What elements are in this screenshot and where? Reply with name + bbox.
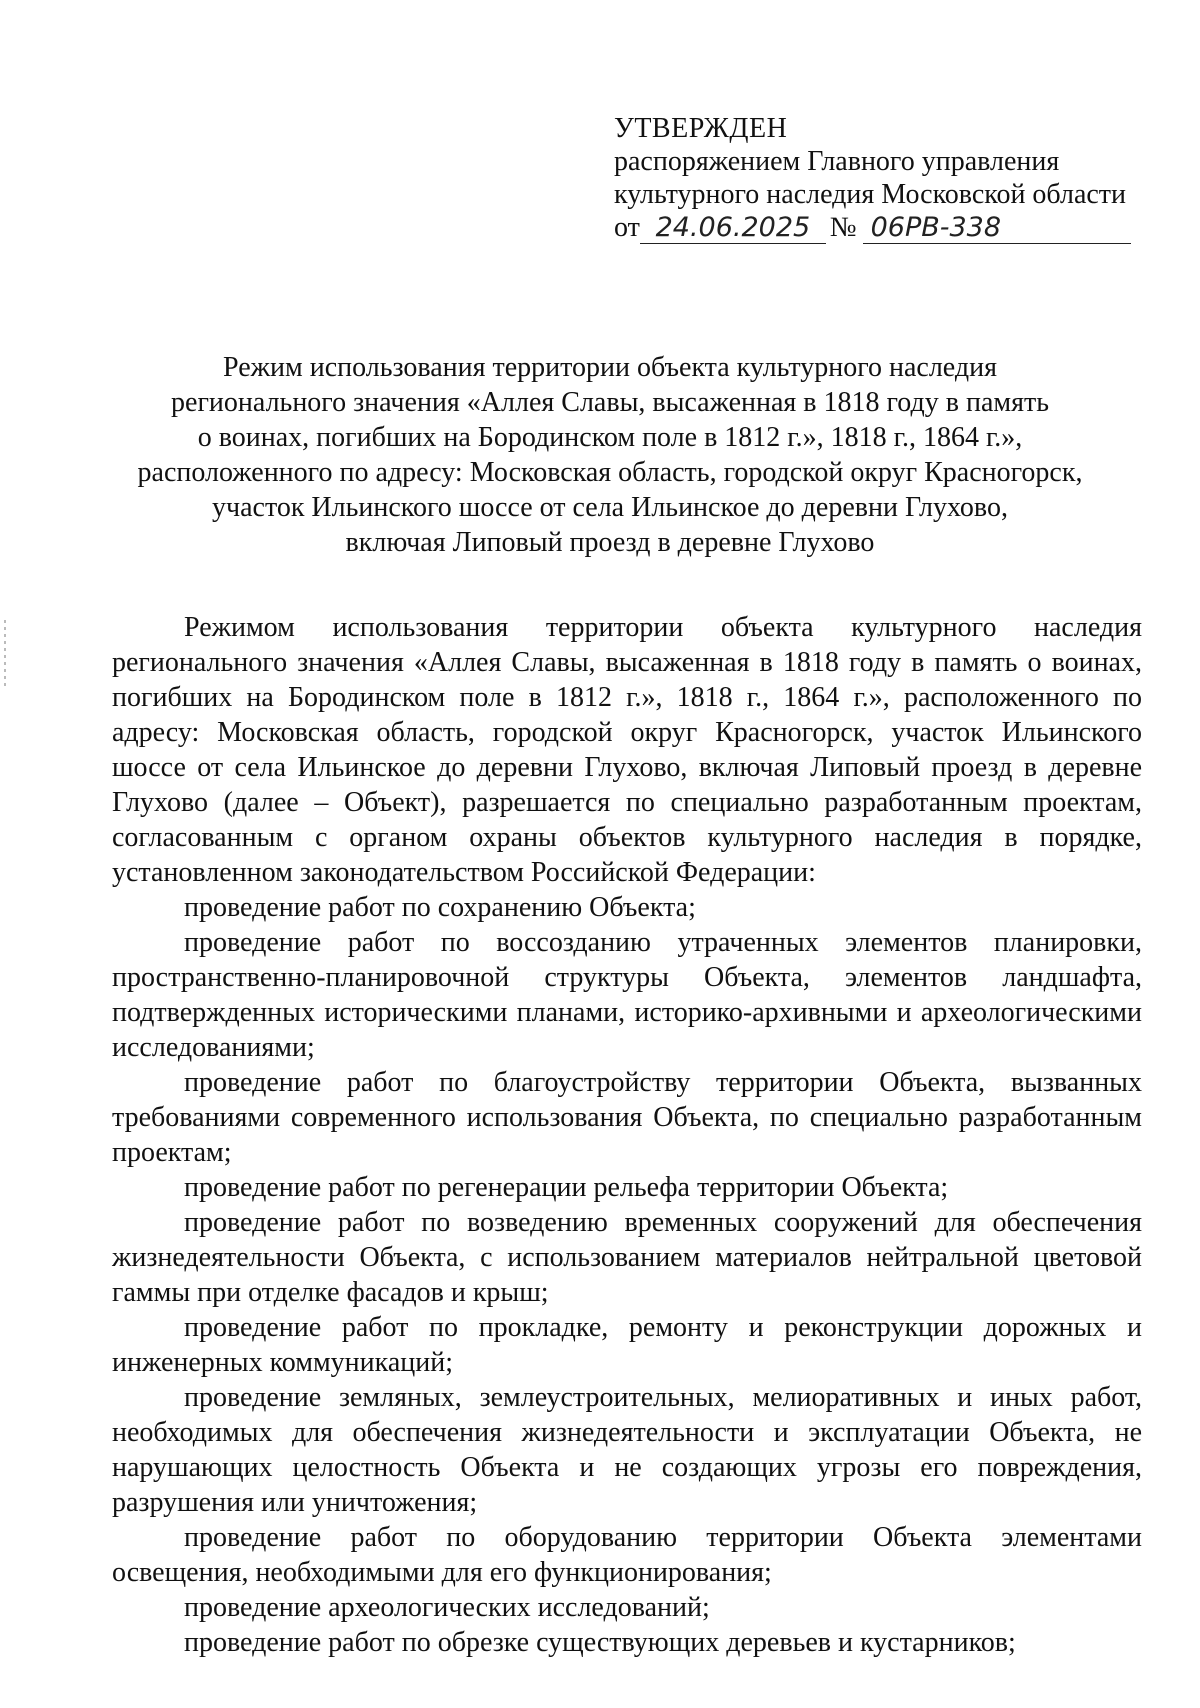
list-item: проведение работ по воссозданию утраченных элементов планировки, пространственно-планировочной структуры Объекта, элементов ландшафта, подтвержденных историческими планами, историко-архивными и археологическими исследованиями; xyxy=(112,927,1142,1063)
list-item: проведение работ по прокладке, ремонту и реконструкции дорожных и инженерных коммуникаций; xyxy=(112,1312,1142,1378)
handwritten-date: 24.06.2025 xyxy=(640,213,826,244)
date-prefix: от xyxy=(614,212,640,243)
list-item: проведение работ по возведению временных сооружений для обеспечения жизнедеятельности Объекта, с использованием материалов нейтральной цветовой гаммы при отделке фасадов и крыш; xyxy=(112,1207,1142,1308)
handwritten-number: 06РВ-338 xyxy=(863,213,1131,244)
title-line: Режим использования территории объекта культурного наследия xyxy=(223,352,997,383)
approval-heading: УТВЕРЖДЕН xyxy=(614,113,788,144)
list-item: проведение работ по регенерации рельефа территории Объекта; xyxy=(184,1172,949,1203)
list-item: проведение археологических исследований; xyxy=(184,1592,710,1623)
document-body xyxy=(112,610,1142,1660)
scan-margin-mark xyxy=(4,620,6,686)
list-item: проведение работ по оборудованию территории Объекта элементами освещения, необходимыми для его функционирования; xyxy=(112,1522,1142,1588)
list-item: проведение работ по благоустройству территории Объекта, вызванных требованиями современного использования Объекта, по специально разработанным проектам; xyxy=(112,1067,1142,1168)
title-line: включая Липовый проезд в деревне Глухово xyxy=(345,527,875,558)
number-prefix: № xyxy=(829,212,857,243)
list-item: проведение земляных, землеустроительных, мелиоративных и иных работ, необходимых для обеспечения жизнедеятельности и эксплуатации Объекта, не нарушающих целостность Объекта и не создающих угрозы его повреждения, разрушения или уничтожения; xyxy=(112,1382,1142,1518)
document-title xyxy=(110,350,1110,560)
intro-paragraph: Режимом использования территории объекта культурного наследия регионального значения «Аллея Славы, высаженная в 1818 году в память о воинах, погибших на Бородинском поле в 1812 г.», 1818 г., 1864 г.», расположенного по адресу: Московская область, городской округ Красногорск, участок Ильинского шоссе от села Ильинское до деревни Глухово, включая Липовый проезд в деревне Глухово (далее – Объект), разрешается по специально разработанным проектам, согласованным с органом охраны объектов культурного наследия в порядке, установленном законодательством Российской Федерации: xyxy=(112,612,1142,888)
approval-line-1: распоряжением Главного управления xyxy=(614,146,1060,177)
list-item: проведение работ по сохранению Объекта; xyxy=(184,892,696,923)
approval-date-line xyxy=(614,211,1174,244)
approval-block xyxy=(614,112,1174,244)
title-line: регионального значения «Аллея Славы, высаженная в 1818 году в память xyxy=(171,387,1049,418)
list-item: проведение работ по обрезке существующих деревьев и кустарников; xyxy=(184,1627,1016,1658)
approval-line-2: культурного наследия Московской области xyxy=(614,179,1127,210)
title-line: расположенного по адресу: Московская область, городской округ Красногорск, xyxy=(137,457,1083,488)
title-line: о воинах, погибших на Бородинском поле в 1812 г.», 1818 г., 1864 г.», xyxy=(197,422,1023,453)
title-line: участок Ильинского шоссе от села Ильинское до деревни Глухово, xyxy=(212,492,1008,523)
